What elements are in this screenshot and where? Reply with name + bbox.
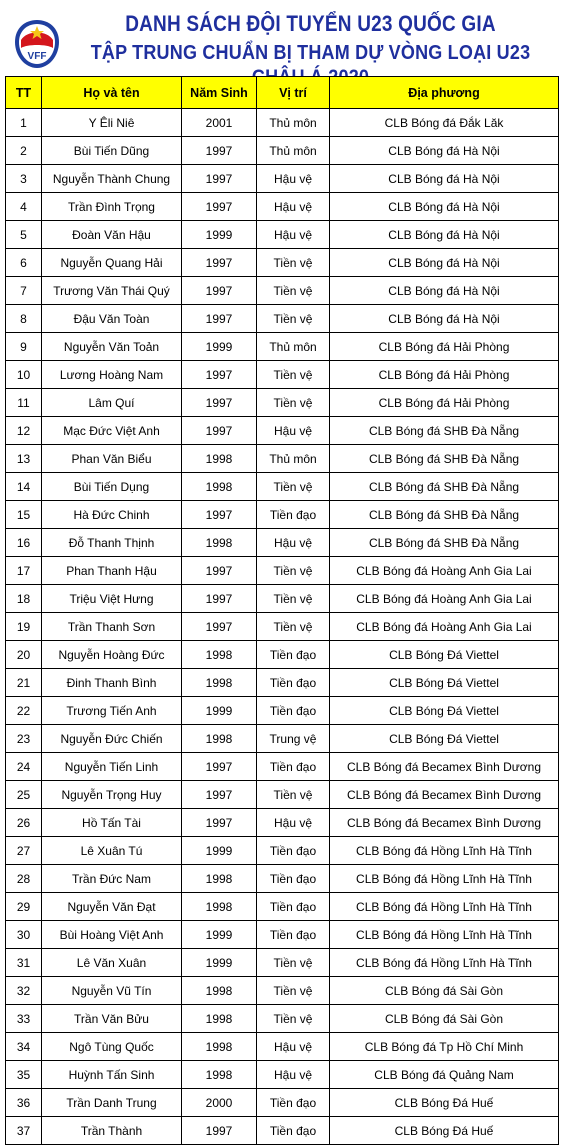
cell-name: Ngô Tùng Quốc [42,1033,182,1061]
cell-name: Phan Thanh Hậu [42,557,182,585]
table-row [6,221,559,249]
cell-birth-year: 1998 [182,473,257,501]
cell-birth-year: 1998 [182,893,257,921]
cell-position: Tiền đạo [257,1117,330,1145]
table-row [6,641,559,669]
cell-birth-year: 1997 [182,137,257,165]
cell-name: Phan Văn Biểu [42,445,182,473]
cell-birth-year: 1997 [182,557,257,585]
cell-name: Đỗ Thanh Thịnh [42,529,182,557]
cell-club: CLB Bóng đá Hà Nội [330,193,559,221]
cell-name: Lê Văn Xuân [42,949,182,977]
cell-tt: 18 [6,585,42,613]
document-title: DANH SÁCH ĐỘI TUYỂN U23 QUỐC GIA [125,12,496,37]
cell-tt: 24 [6,753,42,781]
cell-club: CLB Bóng đá Hà Nội [330,305,559,333]
cell-position: Trung vệ [257,725,330,753]
cell-club: CLB Bóng đá Hải Phòng [330,389,559,417]
cell-tt: 13 [6,445,42,473]
table-row [6,501,559,529]
table-row [6,193,559,221]
cell-tt: 36 [6,1089,42,1117]
table-row [6,949,559,977]
cell-tt: 1 [6,109,42,137]
cell-club: CLB Bóng đá Becamex Bình Dương [330,781,559,809]
cell-position: Tiền vệ [257,277,330,305]
cell-birth-year: 1997 [182,417,257,445]
cell-tt: 21 [6,669,42,697]
cell-birth-year: 1997 [182,165,257,193]
table-row [6,557,559,585]
cell-birth-year: 1999 [182,697,257,725]
cell-position: Tiền vệ [257,977,330,1005]
cell-birth-year: 1997 [182,781,257,809]
cell-name: Lương Hoàng Nam [42,361,182,389]
cell-birth-year: 1998 [182,1033,257,1061]
cell-birth-year: 1997 [182,193,257,221]
cell-club: CLB Bóng đá Tp Hồ Chí Minh [330,1033,559,1061]
cell-name: Huỳnh Tấn Sinh [42,1061,182,1089]
cell-name: Trần Danh Trung [42,1089,182,1117]
cell-birth-year: 1997 [182,361,257,389]
cell-club: CLB Bóng Đá Viettel [330,669,559,697]
table-row [6,753,559,781]
cell-tt: 34 [6,1033,42,1061]
cell-name: Bùi Tiến Dũng [42,137,182,165]
cell-tt: 11 [6,389,42,417]
cell-name: Đoàn Văn Hậu [42,221,182,249]
table-header-row [6,77,559,109]
cell-club: CLB Bóng đá Hà Nội [330,249,559,277]
vff-logo-icon [13,18,61,70]
cell-birth-year: 1997 [182,613,257,641]
cell-name: Nguyễn Văn Đạt [42,893,182,921]
cell-tt: 2 [6,137,42,165]
table-row [6,865,559,893]
cell-birth-year: 1997 [182,501,257,529]
cell-name: Hà Đức Chinh [42,501,182,529]
cell-tt: 32 [6,977,42,1005]
cell-birth-year: 1998 [182,865,257,893]
table-body [6,109,559,1145]
cell-birth-year: 1997 [182,585,257,613]
cell-position: Tiền đạo [257,641,330,669]
cell-club: CLB Bóng đá Hà Nội [330,221,559,249]
cell-position: Tiền vệ [257,249,330,277]
cell-position: Thủ môn [257,137,330,165]
col-header-name: Họ và tên [42,77,182,109]
cell-club: CLB Bóng đá Becamex Bình Dương [330,753,559,781]
table-row [6,249,559,277]
cell-club: CLB Bóng đá Hồng Lĩnh Hà Tĩnh [330,949,559,977]
cell-name: Nguyễn Tiến Linh [42,753,182,781]
cell-position: Tiền vệ [257,305,330,333]
col-header-tt: TT [6,77,42,109]
cell-club: CLB Bóng đá Hoàng Anh Gia Lai [330,557,559,585]
cell-tt: 6 [6,249,42,277]
table-row [6,137,559,165]
table-row [6,837,559,865]
cell-birth-year: 1997 [182,753,257,781]
cell-club: CLB Bóng đá Hà Nội [330,165,559,193]
cell-birth-year: 1997 [182,1117,257,1145]
cell-birth-year: 2001 [182,109,257,137]
cell-tt: 10 [6,361,42,389]
table-row [6,529,559,557]
cell-name: Bùi Hoàng Việt Anh [42,921,182,949]
cell-club: CLB Bóng đá Hải Phòng [330,333,559,361]
roster-table [5,76,559,1145]
cell-position: Tiền đạo [257,753,330,781]
cell-position: Tiền vệ [257,613,330,641]
table-row [6,1117,559,1145]
cell-tt: 8 [6,305,42,333]
cell-name: Lâm Quí [42,389,182,417]
cell-tt: 28 [6,865,42,893]
cell-birth-year: 1998 [182,977,257,1005]
cell-birth-year: 1998 [182,445,257,473]
cell-tt: 29 [6,893,42,921]
cell-name: Trần Đức Nam [42,865,182,893]
cell-position: Thủ môn [257,445,330,473]
cell-club: CLB Bóng đá Becamex Bình Dương [330,809,559,837]
document-header [0,0,563,74]
cell-name: Trần Thanh Sơn [42,613,182,641]
table-row [6,277,559,305]
cell-position: Tiền vệ [257,557,330,585]
col-header-position: Vị trí [257,77,330,109]
cell-tt: 30 [6,921,42,949]
cell-name: Trần Thành [42,1117,182,1145]
cell-name: Đậu Văn Toàn [42,305,182,333]
cell-name: Nguyễn Vũ Tín [42,977,182,1005]
table-row [6,585,559,613]
table-row [6,445,559,473]
cell-club: CLB Bóng đá Hoàng Anh Gia Lai [330,585,559,613]
cell-tt: 14 [6,473,42,501]
cell-position: Hậu vệ [257,221,330,249]
cell-club: CLB Bóng đá Hà Nội [330,137,559,165]
cell-name: Lê Xuân Tú [42,837,182,865]
cell-position: Hậu vệ [257,417,330,445]
cell-tt: 31 [6,949,42,977]
cell-position: Tiền đạo [257,837,330,865]
table-row [6,809,559,837]
cell-position: Hậu vệ [257,1061,330,1089]
cell-name: Bùi Tiến Dụng [42,473,182,501]
cell-name: Nguyễn Văn Toản [42,333,182,361]
cell-club: CLB Bóng đá Đắk Lăk [330,109,559,137]
table-row [6,1005,559,1033]
cell-birth-year: 1998 [182,641,257,669]
table-row [6,613,559,641]
cell-tt: 22 [6,697,42,725]
cell-tt: 25 [6,781,42,809]
cell-birth-year: 1998 [182,1005,257,1033]
svg-text:VFF: VFF [27,51,47,62]
cell-position: Thủ môn [257,109,330,137]
cell-position: Thủ môn [257,333,330,361]
cell-club: CLB Bóng đá Hoàng Anh Gia Lai [330,613,559,641]
cell-birth-year: 1997 [182,305,257,333]
cell-tt: 23 [6,725,42,753]
cell-position: Hậu vệ [257,193,330,221]
cell-tt: 37 [6,1117,42,1145]
table-row [6,977,559,1005]
cell-birth-year: 1998 [182,529,257,557]
cell-birth-year: 1998 [182,669,257,697]
table-row [6,669,559,697]
cell-tt: 35 [6,1061,42,1089]
cell-tt: 20 [6,641,42,669]
cell-name: Triệu Việt Hưng [42,585,182,613]
cell-position: Tiền vệ [257,473,330,501]
cell-name: Y Êli Niê [42,109,182,137]
table-row [6,473,559,501]
cell-birth-year: 1997 [182,249,257,277]
cell-name: Đinh Thanh Bình [42,669,182,697]
cell-birth-year: 1999 [182,221,257,249]
cell-tt: 19 [6,613,42,641]
cell-tt: 15 [6,501,42,529]
cell-name: Nguyễn Quang Hải [42,249,182,277]
cell-birth-year: 1999 [182,333,257,361]
table-row [6,165,559,193]
cell-club: CLB Bóng đá Hồng Lĩnh Hà Tĩnh [330,837,559,865]
document-subtitle: TẬP TRUNG CHUẨN BỊ THAM DỰ VÒNG LOẠI U23 [90,40,531,64]
cell-position: Tiền vệ [257,949,330,977]
cell-club: CLB Bóng đá Quảng Nam [330,1061,559,1089]
cell-club: CLB Bóng đá SHB Đà Nẵng [330,529,559,557]
cell-position: Tiền đạo [257,697,330,725]
cell-tt: 4 [6,193,42,221]
cell-position: Tiền vệ [257,1005,330,1033]
cell-club: CLB Bóng đá Sài Gòn [330,1005,559,1033]
cell-position: Tiền vệ [257,781,330,809]
cell-club: CLB Bóng đá SHB Đà Nẵng [330,445,559,473]
cell-birth-year: 2000 [182,1089,257,1117]
table-row [6,697,559,725]
cell-name: Nguyễn Thành Chung [42,165,182,193]
cell-club: CLB Bóng đá SHB Đà Nẵng [330,501,559,529]
cell-club: CLB Bóng Đá Huế [330,1089,559,1117]
cell-position: Tiền đạo [257,501,330,529]
table-row [6,1033,559,1061]
cell-club: CLB Bóng Đá Huế [330,1117,559,1145]
cell-position: Hậu vệ [257,165,330,193]
cell-tt: 26 [6,809,42,837]
table-row [6,725,559,753]
cell-club: CLB Bóng đá Hải Phòng [330,361,559,389]
cell-club: CLB Bóng đá Hà Nội [330,277,559,305]
cell-tt: 33 [6,1005,42,1033]
table-row [6,1061,559,1089]
cell-club: CLB Bóng Đá Viettel [330,725,559,753]
cell-birth-year: 1997 [182,277,257,305]
cell-position: Tiền đạo [257,893,330,921]
cell-club: CLB Bóng đá SHB Đà Nẵng [330,473,559,501]
cell-tt: 17 [6,557,42,585]
table-row [6,109,559,137]
table-row [6,893,559,921]
cell-name: Trần Văn Bửu [42,1005,182,1033]
cell-club: CLB Bóng đá Hồng Lĩnh Hà Tĩnh [330,893,559,921]
cell-club: CLB Bóng đá Sài Gòn [330,977,559,1005]
cell-position: Tiền vệ [257,585,330,613]
cell-club: CLB Bóng Đá Viettel [330,697,559,725]
cell-name: Nguyễn Đức Chiến [42,725,182,753]
cell-tt: 5 [6,221,42,249]
cell-name: Trần Đình Trọng [42,193,182,221]
table-row [6,361,559,389]
table-row [6,333,559,361]
cell-birth-year: 1999 [182,949,257,977]
cell-birth-year: 1998 [182,1061,257,1089]
cell-position: Tiền vệ [257,389,330,417]
cell-name: Nguyễn Hoàng Đức [42,641,182,669]
cell-tt: 12 [6,417,42,445]
table-row [6,921,559,949]
cell-birth-year: 1997 [182,809,257,837]
cell-name: Hồ Tấn Tài [42,809,182,837]
col-header-birth-year: Năm Sinh [182,77,257,109]
cell-birth-year: 1999 [182,921,257,949]
cell-tt: 27 [6,837,42,865]
cell-position: Hậu vệ [257,1033,330,1061]
cell-birth-year: 1999 [182,837,257,865]
table-row [6,781,559,809]
cell-club: CLB Bóng Đá Viettel [330,641,559,669]
table-row [6,1089,559,1117]
cell-name: Trương Văn Thái Quý [42,277,182,305]
cell-tt: 9 [6,333,42,361]
cell-position: Hậu vệ [257,529,330,557]
cell-position: Hậu vệ [257,809,330,837]
cell-position: Tiền đạo [257,1089,330,1117]
cell-position: Tiền đạo [257,865,330,893]
cell-birth-year: 1998 [182,725,257,753]
table-row [6,389,559,417]
cell-name: Trương Tiến Anh [42,697,182,725]
cell-name: Nguyễn Trọng Huy [42,781,182,809]
col-header-club: Địa phương [330,77,559,109]
cell-club: CLB Bóng đá Hồng Lĩnh Hà Tĩnh [330,921,559,949]
cell-position: Tiền đạo [257,669,330,697]
cell-club: CLB Bóng đá SHB Đà Nẵng [330,417,559,445]
cell-tt: 3 [6,165,42,193]
cell-tt: 16 [6,529,42,557]
table-row [6,305,559,333]
cell-tt: 7 [6,277,42,305]
table-row [6,417,559,445]
cell-position: Tiền đạo [257,921,330,949]
cell-club: CLB Bóng đá Hồng Lĩnh Hà Tĩnh [330,865,559,893]
cell-birth-year: 1997 [182,389,257,417]
cell-position: Tiền vệ [257,361,330,389]
cell-name: Mạc Đức Việt Anh [42,417,182,445]
